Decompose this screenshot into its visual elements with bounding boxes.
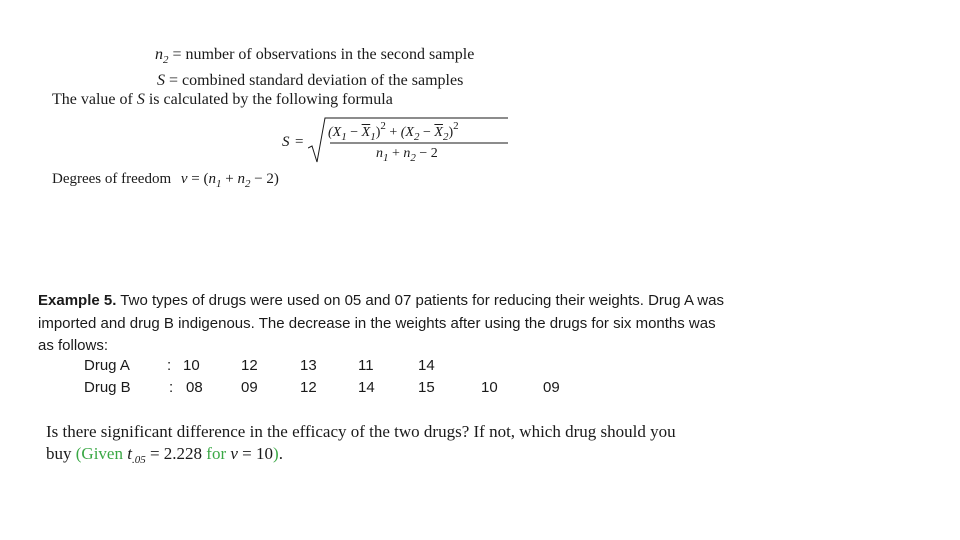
num-term2-sub: 2 [413,131,420,143]
question-close: ) [273,444,279,463]
dof-n2-sub: 2 [244,178,251,190]
drug-a-row [0,357,960,379]
num-term1-square: 2 [380,120,386,132]
s-formula [282,112,522,172]
num-term1-bar: $\overline{X}$ [361,125,371,140]
num-term1-bar-sub: 1 [370,131,376,143]
question-nu: ν [230,444,238,463]
s-description: combined standard deviation of the samples [182,72,464,89]
den-plus: + [388,146,404,161]
dof-nu: ν [180,171,188,187]
dof-n2: n [237,171,245,187]
dof-rest: − 2) [250,171,279,187]
dof-n1-sub: 1 [216,178,222,190]
question-end: . [278,444,283,463]
den-n1-sub: 1 [383,152,389,164]
num-term1-sub: 1 [341,131,347,143]
question-line-1: Is there significant difference in the efficacy of the two drugs? If not, which drug should you [46,422,676,441]
question-given-open: (Given [75,444,128,463]
num-term2-open: (X [400,125,414,140]
den-n1: n [376,146,383,161]
drug-b-value: 08 [186,379,203,396]
example-paragraph [38,290,724,358]
num-plus: + [385,125,401,140]
num-term2-square: 2 [453,120,459,132]
example-line-1 [38,290,724,313]
formula-lhs: S [282,134,290,150]
num-term1-close: ) [375,125,381,140]
dof-eq-open: = ( [187,171,209,187]
num-term2-close: ) [448,125,454,140]
question-nu-value: = 10 [237,444,274,463]
definition-n2 [155,46,474,66]
n2-symbol: n [155,46,163,63]
den-rest: − 2 [415,146,438,161]
value-intro: The value of [52,91,133,108]
formula-equals: = [295,134,304,150]
n2-description: number of observations in the second sample [185,46,475,63]
s-symbol: S [157,72,165,89]
n2-equals: = [172,46,182,63]
formula-denominator [376,146,438,164]
drug-b-label: Drug B [84,379,131,396]
question-t-subscript: .05 [131,454,146,466]
example-line-1-text: Two types of drugs were used on 05 and 07 patients for reducing their weights. Drug A was [116,292,724,309]
question-buy: buy [46,444,76,463]
drug-b-value: 12 [300,379,317,396]
n2-subscript: 2 [163,54,169,66]
drug-b-value: 15 [418,379,435,396]
drug-b-value: 09 [543,379,560,396]
drug-b-value: 09 [241,379,258,396]
example-line-3: as follows: [38,337,109,354]
example-line-2: imported and drug B indigenous. The decrease in the weights after using the drugs for six months was [38,314,716,332]
s-equals: = [169,72,179,89]
dof-label: Degrees of freedom [52,171,172,187]
degrees-of-freedom-line [52,171,279,190]
drug-b-row [0,379,960,401]
den-n2-sub: 2 [410,152,416,164]
num-term1-minus: − [346,125,362,140]
question-line-2 [46,444,283,466]
example-title: Example 5. [38,292,117,309]
question-for: for [206,444,231,463]
drug-b-colon: : [169,379,174,396]
drug-b-value: 14 [358,379,375,396]
num-term1-open: (X [328,125,342,140]
num-term2-minus: − [419,125,435,140]
dof-n1: n [208,171,216,187]
value-symbol: S [136,91,145,108]
drug-a-value: 13 [300,357,317,374]
dof-plus: + [221,171,238,187]
drug-a-colon: : [167,357,172,374]
drug-a-value: 14 [418,357,435,374]
den-n2: n [403,146,411,161]
question-t-symbol: t [127,444,132,463]
value-of-s-line [52,91,393,109]
question-t-value: = 2.228 [145,444,207,463]
value-rest: is calculated by the following formula [148,91,393,108]
drug-a-value: 11 [358,357,374,374]
formula-numerator [328,120,459,143]
drug-b-value: 10 [481,379,498,396]
definition-s [157,72,463,90]
num-term2-bar-sub: 2 [442,131,449,143]
drug-a-value: 10 [183,357,200,374]
num-term2-bar: $\overline{X}$ [434,125,443,140]
drug-a-value: 12 [241,357,258,374]
drug-a-label: Drug A [84,357,130,374]
